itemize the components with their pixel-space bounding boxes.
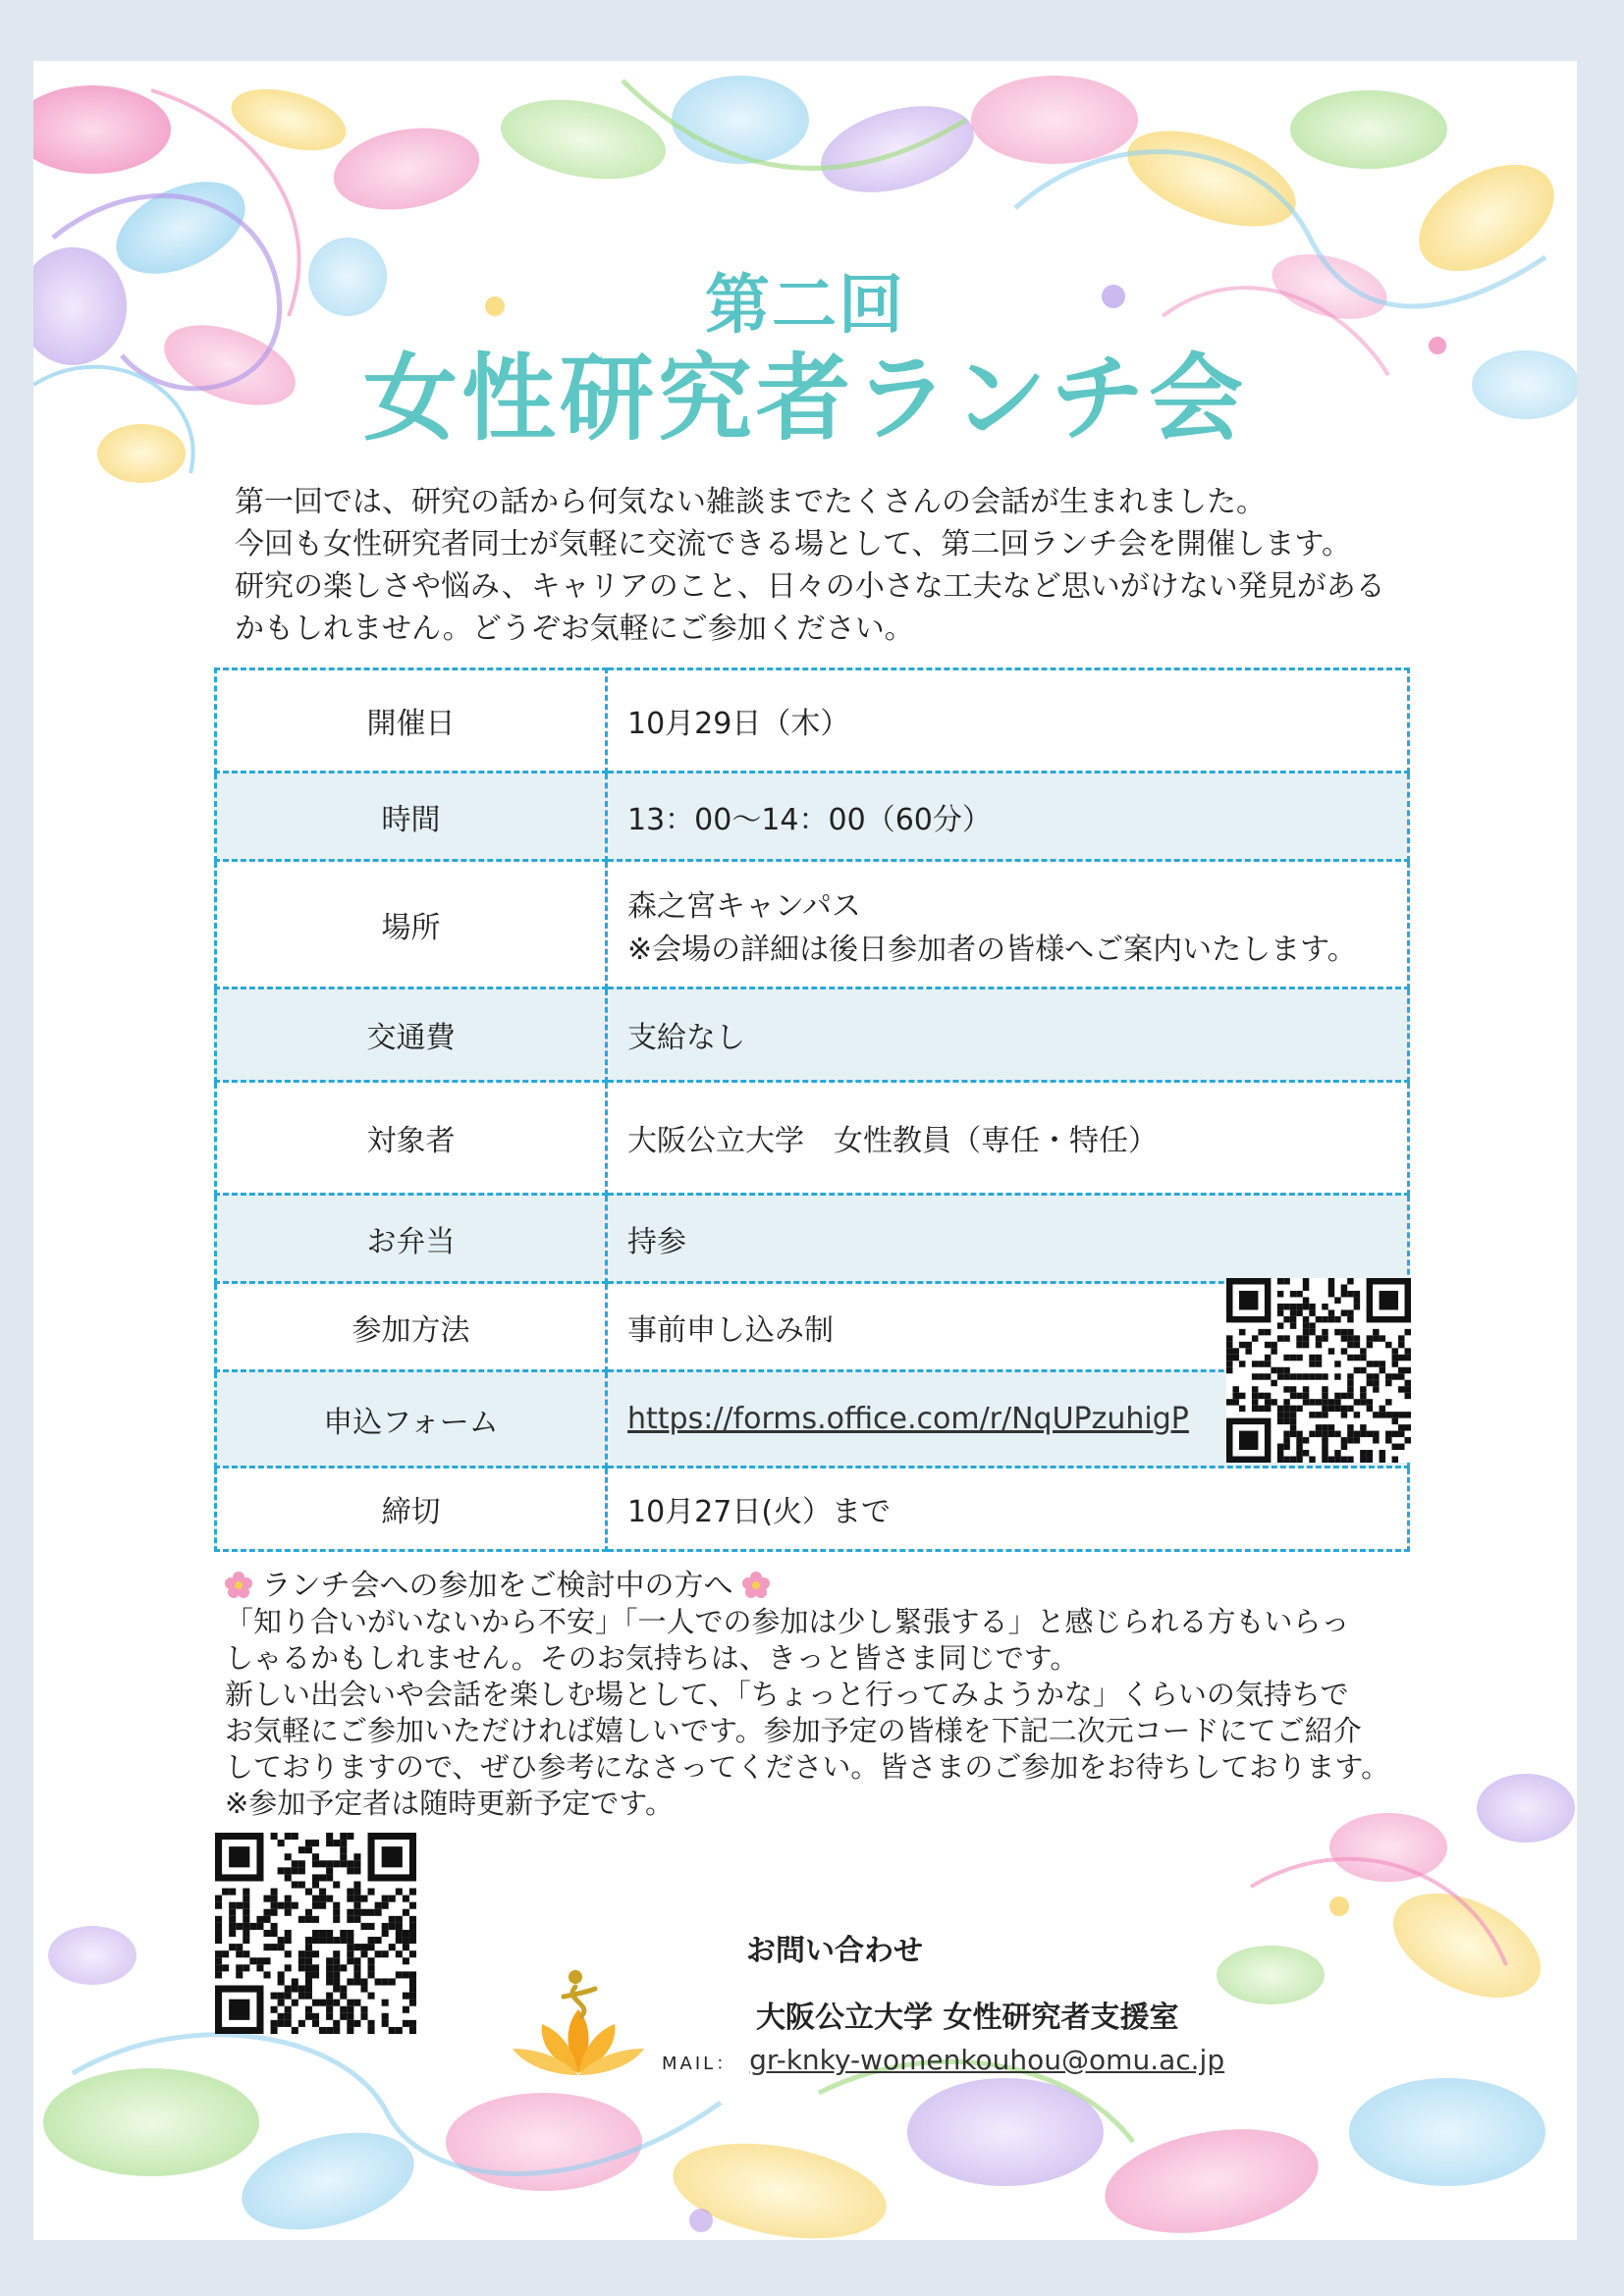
lunch-label: お弁当 [216,1195,607,1283]
target-label: 対象者 [216,1082,607,1195]
consider-line: お気軽にご参加いただければ嬉しいです。参加予定の皆様を下記二次元コードにてご紹介 [225,1714,1362,1747]
lotus-logo [505,1955,652,2083]
form-link[interactable]: https://forms.office.com/r/NqUPzuhigP [627,1402,1189,1436]
place-note: ※会場の詳細は後日参加者の皆様へご案内いたします。 [627,932,1357,967]
deadline-value: 10月27日(火）まで [607,1468,1409,1551]
fare-value: 支給なし [607,988,1409,1082]
contact-mail-row [662,2044,1224,2076]
intro-line: 第一回では、研究の話から何気ない雑談までたくさんの会話が生まれました。 [235,485,1266,519]
date-value: 10月29日（木） [607,669,1409,773]
target-value: 大阪公立大学 女性教員（専任・特任） [607,1082,1409,1195]
method-value: 事前申し込み制 [607,1283,1409,1371]
flower-icon [742,1572,770,1599]
consider-heading-row [225,1568,1462,1604]
table-row [216,773,1409,861]
place-cell [607,861,1409,988]
place-label: 場所 [216,861,607,988]
participants-qr-code[interactable] [215,1833,416,2034]
flyer-page [33,61,1577,2240]
deadline-label: 締切 [216,1468,607,1551]
consider-line: しゃるかもしれません。そのお気持ちは、きっと皆さま同じです。 [225,1641,1079,1675]
place-value: 森之宮キャンパス [627,888,861,924]
table-row [216,861,1409,988]
date-label: 開催日 [216,669,607,773]
intro-text [235,481,1442,650]
contact-title: お問い合わせ [746,1934,923,1968]
contact-email-link[interactable]: gr-knky-womenkouhou@omu.ac.jp [749,2044,1225,2076]
consider-heading: ランチ会への参加をご検討中の方へ [261,1569,733,1603]
intro-line: 今回も女性研究者同士が気軽に交流できる場として、第二回ランチ会を開催します。 [235,527,1351,561]
intro-line: かもしれません。どうぞお気軽にご参加ください。 [235,612,914,646]
time-value: 13：00～14：00（60分） [607,773,1409,861]
consider-line: 「知り合いがいないから不安」「一人での参加は少し緊張する」と感じられる方もいらっ [225,1605,1350,1638]
consider-line: ※参加予定者は随時更新予定です。 [225,1787,674,1820]
consider-section [225,1568,1462,1822]
table-row [216,669,1409,773]
contact-organization: 大阪公立大学 女性研究者支援室 [756,2001,1179,2035]
time-label: 時間 [216,773,607,861]
table-row [216,1082,1409,1195]
table-row [216,988,1409,1082]
lunch-value: 持参 [607,1195,1409,1283]
form-qr-code[interactable] [1226,1278,1411,1463]
intro-line: 研究の楽しさや悩み、キャリアのこと、日々の小さな工夫など思いがけない発見がある [235,569,1385,604]
title-line1: 第二回 [705,267,905,343]
consider-line: しておりますので、ぜひ参考になさってください。皆さまのご参加をお待ちしております。 [225,1750,1390,1784]
form-label: 申込フォーム [216,1371,607,1468]
table-row [216,1468,1409,1551]
table-row [216,1195,1409,1283]
flower-icon [225,1572,252,1599]
fare-label: 交通費 [216,988,607,1082]
mail-label: MAIL： [662,2054,737,2074]
method-label: 参加方法 [216,1283,607,1371]
title-line2: 女性研究者ランチ会 [363,344,1247,454]
consider-line: 新しい出会いや会話を楽しむ場として、「ちょっと行ってみようかな」くらいの気持ちで [225,1678,1349,1711]
